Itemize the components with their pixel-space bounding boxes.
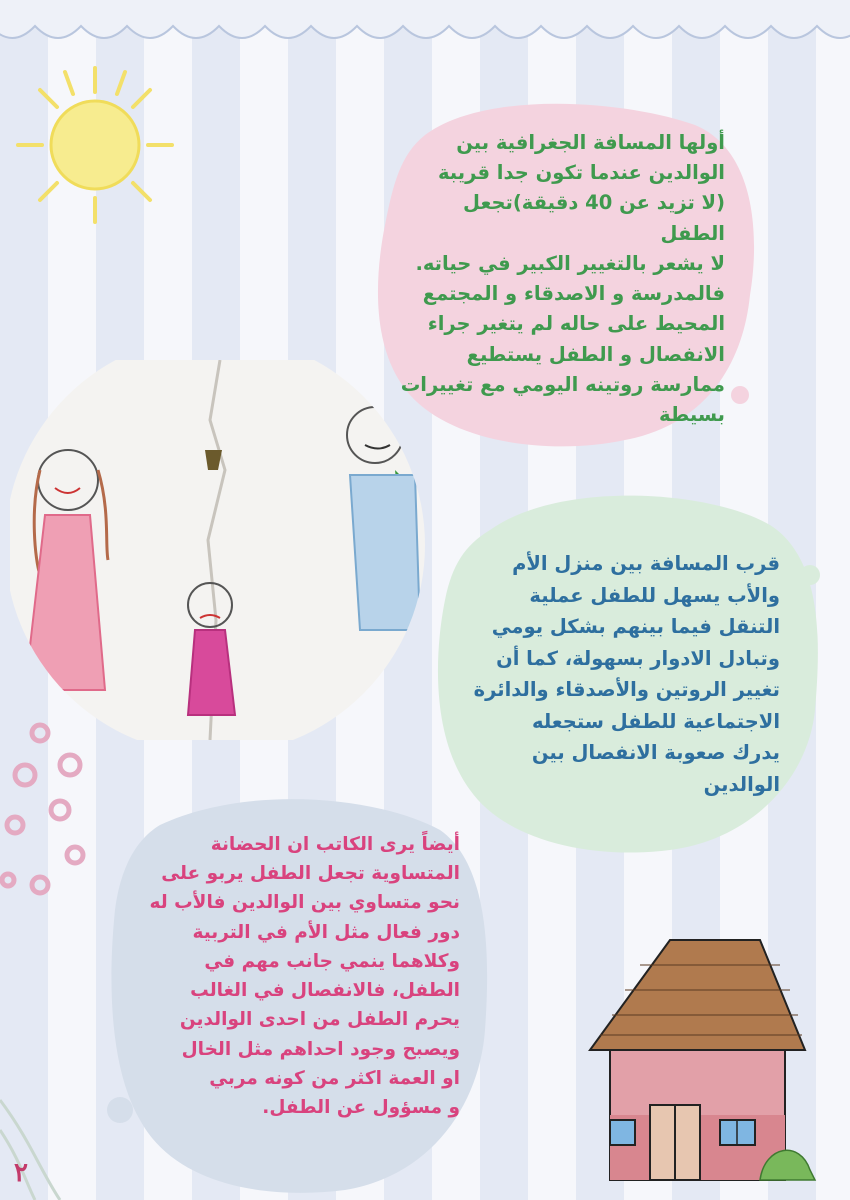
scalloped-border [0, 0, 850, 48]
page-number: ٢ [14, 1158, 28, 1188]
family-drawing [10, 360, 430, 740]
paragraph-geographic-distance: أولها المسافة الجغرافية بين الوالدين عندما تكون جدا قريبة (لا تزيد عن 40 دقيقة)تجعل الطفل لا يشعر بالتغيير الكبير في حياته. فالمدرسة و الاصدقاء و المجتمع المحيط على حاله لم يتغير جراء الانفصال و الطفل يستطيع ممارسة روتينه اليومي مع تغييرات بسيطة [400, 131, 725, 426]
paragraph-proximity: قرب المسافة بين منزل الأم والأب يسهل للطفل عملية التنقل فيما بينهم بشكل يومي وتبادل الادوار بسهولة، كما أن تغيير الروتين والأصدقاء والدائرة الاجتماعية للطفل ستجعله يدرك صعوبة الانفصال بين الوالدين [473, 552, 780, 797]
dots-decoration [0, 715, 110, 915]
sun-drawing [10, 60, 180, 230]
house-drawing [570, 935, 820, 1200]
paragraph-equal-custody: أيضاً يرى الكاتب ان الحضانة المتساوية تجعل الطفل يربو على نحو متساوي بين الوالدين فالأب له دور فعال مثل الأم في التربية وكلاهما ينمي جانب مهم في الطفل، فالانفصال في الغالب يحرم الطفل من احدى الوالدين ويصبح وجود احداهم مثل الخال او العمة اكثر من كونه مربي و مسؤول عن الطفل. [149, 834, 460, 1118]
line-decoration [0, 1080, 80, 1200]
